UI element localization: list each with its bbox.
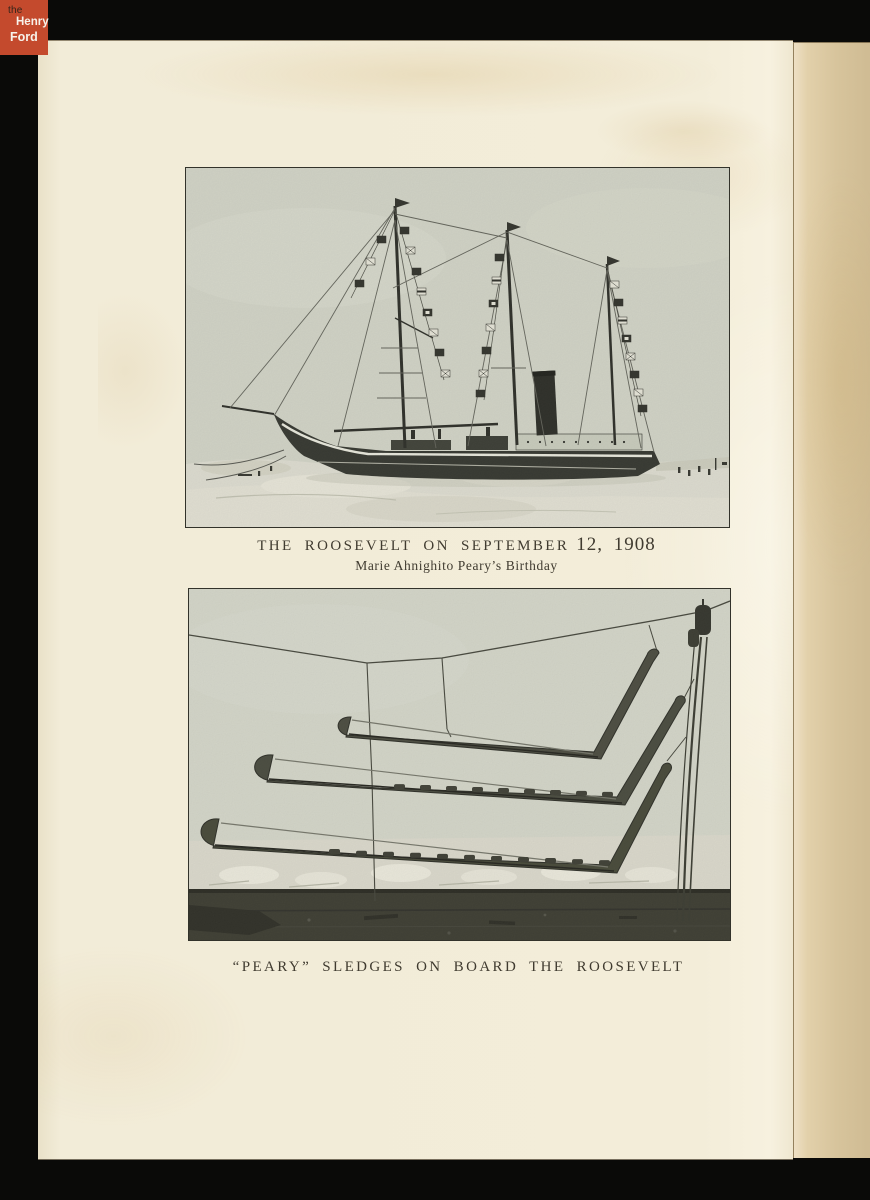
photo-roosevelt-in-ice bbox=[185, 167, 730, 528]
henry-ford-logo bbox=[0, 0, 48, 55]
photo-peary-sledges bbox=[188, 588, 731, 941]
logo-word-henry: Henry bbox=[16, 16, 49, 28]
caption-sledges-title: “PEARY” SLEDGES ON BOARD THE ROOSEVELT bbox=[232, 959, 685, 975]
paper-stain bbox=[598, 101, 768, 161]
caption-roosevelt-date: 12, 1908 bbox=[576, 534, 656, 555]
adjacent-page-fore-edge bbox=[793, 42, 870, 1158]
caption-roosevelt bbox=[185, 535, 728, 575]
caption-sledges bbox=[188, 957, 729, 977]
logo-word-the: the bbox=[8, 5, 23, 16]
caption-roosevelt-subtitle: Marie Ahnighito Peary’s Birthday bbox=[355, 558, 558, 573]
paper-stain bbox=[98, 291, 188, 451]
caption-roosevelt-title: THE ROOSEVELT ON SEPTEMBER 12, 1908 bbox=[257, 534, 656, 555]
book-page bbox=[38, 40, 793, 1160]
logo-word-ford: Ford bbox=[10, 30, 38, 44]
